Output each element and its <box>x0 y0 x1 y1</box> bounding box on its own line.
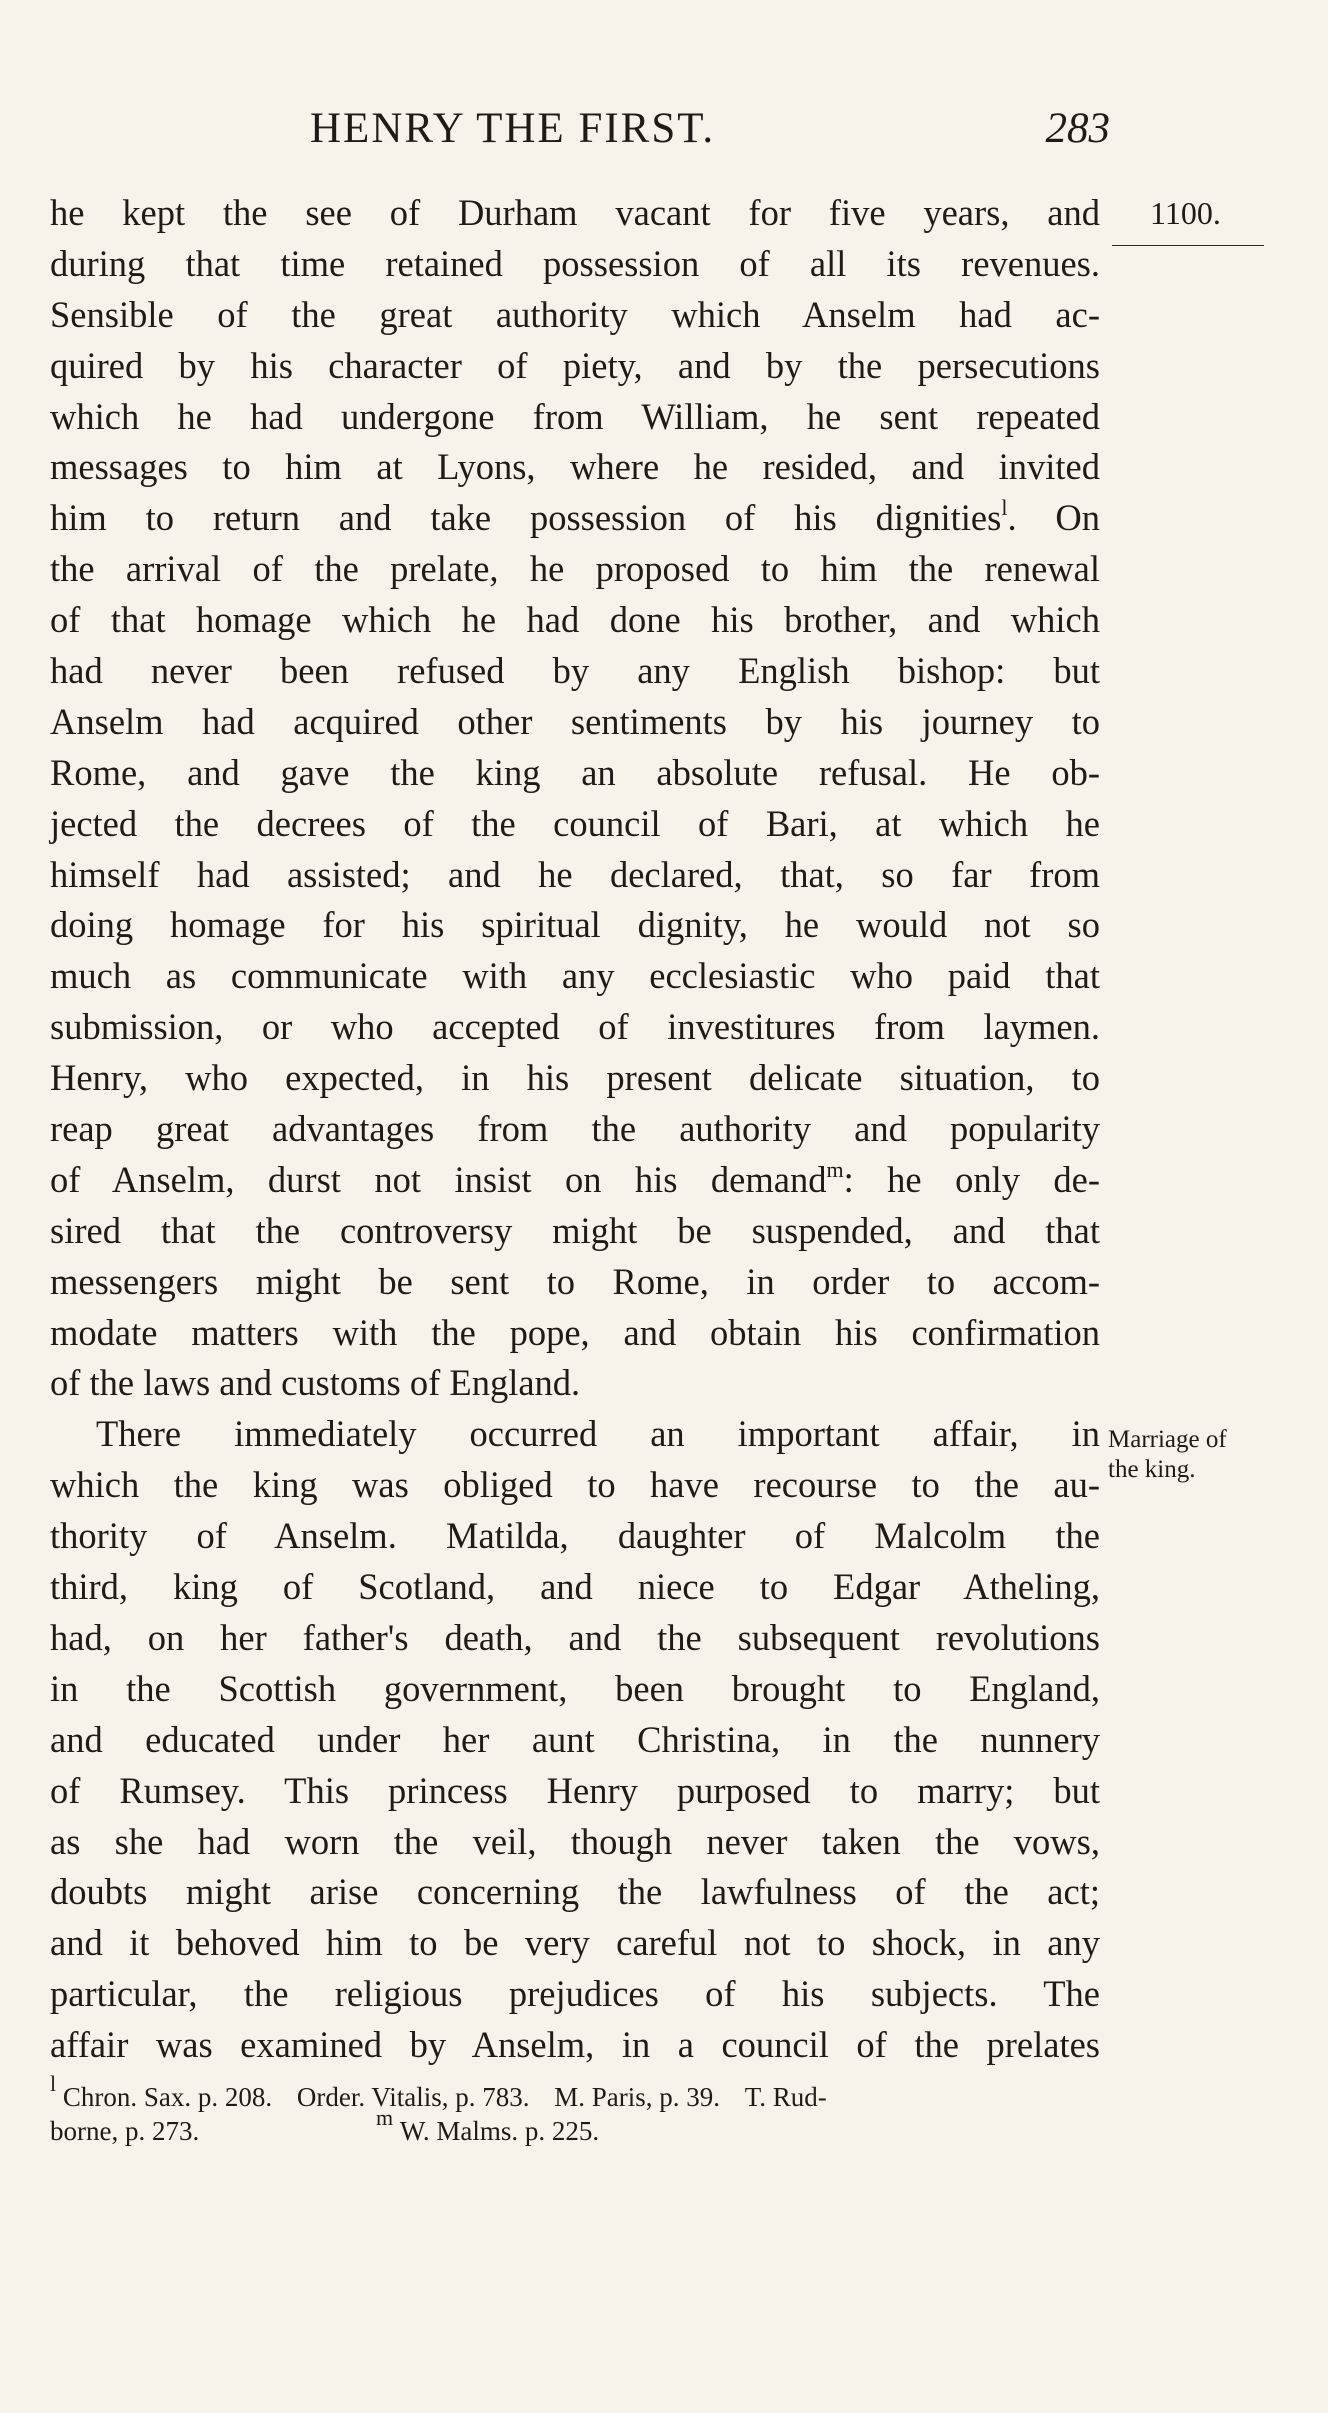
text-line: quired by his character of piety, and by the persecutions <box>50 344 1100 386</box>
text-line: of Rumsey. This princess Henry purposed to marry; but <box>50 1769 1100 1811</box>
text-line: in the Scottish government, been brought to England, <box>50 1667 1100 1709</box>
text-line: doing homage for his spiritual dignity, he would not so <box>50 904 1100 946</box>
text-line: affair was examined by Anselm, in a council of the prelates <box>50 2024 1100 2066</box>
text-line: had never been refused by any English bishop: but <box>50 650 1100 692</box>
footnote-l <box>50 2071 1115 2114</box>
line-text: him to return and take possession of his dignities <box>50 497 1002 539</box>
text-line: third, king of Scotland, and niece to Edgar Atheling, <box>50 1566 1100 1608</box>
margin-note <box>1108 1425 1232 1485</box>
text-line: sired that the controversy might be suspended, and that <box>50 1209 1100 1251</box>
text-line: reap great advantages from the authority and popularity <box>50 1108 1100 1150</box>
text-line: and it behoved him to be very careful not to shock, in any <box>50 1922 1100 1964</box>
text-line: which he had undergone from William, he sent repeated <box>50 395 1100 437</box>
running-head <box>50 104 1110 164</box>
text-line: of the laws and customs of England. <box>50 1362 581 1404</box>
footnote-ref-l: l <box>1001 495 1008 521</box>
margin-note-line: the king. <box>1108 1456 1196 1483</box>
text-line <box>50 493 1100 544</box>
text-line: messages to him at Lyons, where he resided, and invited <box>50 446 1100 488</box>
text-line: the arrival of the prelate, he proposed to him the renewal <box>50 548 1100 590</box>
text-line: Anselm had acquired other sentiments by his journey to <box>50 700 1100 742</box>
body-text <box>50 188 1100 2071</box>
text-line <box>50 1155 1100 1206</box>
footnotes <box>50 2071 1115 2148</box>
text-line: much as communicate with any ecclesiastic who paid that <box>50 955 1100 997</box>
footnote-source: M. Paris, p. 39. <box>554 2082 721 2112</box>
text-line: Sensible of the great authority which Anselm had ac- <box>50 293 1100 335</box>
text-line: himself had assisted; and he declared, that, so far from <box>50 853 1100 895</box>
footnote-source: W. Malms. p. 225. <box>399 2116 600 2146</box>
footnote-source: borne, p. 273. <box>50 2116 200 2146</box>
text-line: modate matters with the pope, and obtain his confirmation <box>50 1311 1100 1353</box>
footnote-source: T. Rud- <box>744 2082 827 2112</box>
text-line: particular, the religious prejudices of his subjects. The <box>50 1973 1100 2015</box>
line-text: of Anselm, durst not insist on his demand <box>50 1158 827 1200</box>
margin-note-line: Marriage of <box>1108 1426 1227 1453</box>
line-tail: . On <box>1007 497 1100 539</box>
footnote-l-continued <box>50 2105 1115 2148</box>
text-line: messengers might be sent to Rome, in order to accom- <box>50 1260 1100 1302</box>
text-line: and educated under her aunt Christina, in the nunnery <box>50 1718 1100 1760</box>
text-line: Henry, who expected, in his present delicate situation, to <box>50 1057 1100 1099</box>
text-line: submission, or who accepted of investitures from laymen. <box>50 1006 1100 1048</box>
text-line: doubts might arise concerning the lawfulness of the act; <box>50 1871 1100 1913</box>
text-line: during that time retained possession of all its revenues. <box>50 242 1100 284</box>
text-line: jected the decrees of the council of Bari, at which he <box>50 802 1100 844</box>
footnote-mark-l: l <box>50 2071 57 2096</box>
text-line: had, on her father's death, and the subsequent revolutions <box>50 1616 1100 1658</box>
footnote-mark-m: m <box>375 2105 394 2130</box>
footnote-ref-m: m <box>826 1156 844 1182</box>
text-line: which the king was obliged to have recourse to the au- <box>50 1464 1100 1506</box>
footnote-source: Order. Vitalis, p. 783. <box>296 2082 530 2112</box>
page-number: 283 <box>1045 105 1110 152</box>
footnote-source: Chron. Sax. p. 208. <box>62 2082 273 2112</box>
margin-year: 1100. <box>1150 195 1221 231</box>
text-line: as she had worn the veil, though never taken the vows, <box>50 1820 1100 1862</box>
text-line: thority of Anselm. Matilda, daughter of Malcolm the <box>50 1515 1100 1557</box>
margin-rule <box>1112 245 1264 246</box>
running-title: HENRY THE FIRST. <box>310 105 716 152</box>
text-line: Rome, and gave the king an absolute refusal. He ob- <box>50 751 1100 793</box>
text-line: he kept the see of Durham vacant for five years, and <box>50 192 1100 233</box>
line-tail: : he only de- <box>843 1158 1101 1200</box>
text-line: of that homage which he had done his brother, and which <box>50 599 1100 641</box>
text-line: There immediately occurred an important affair, in <box>96 1413 1100 1455</box>
